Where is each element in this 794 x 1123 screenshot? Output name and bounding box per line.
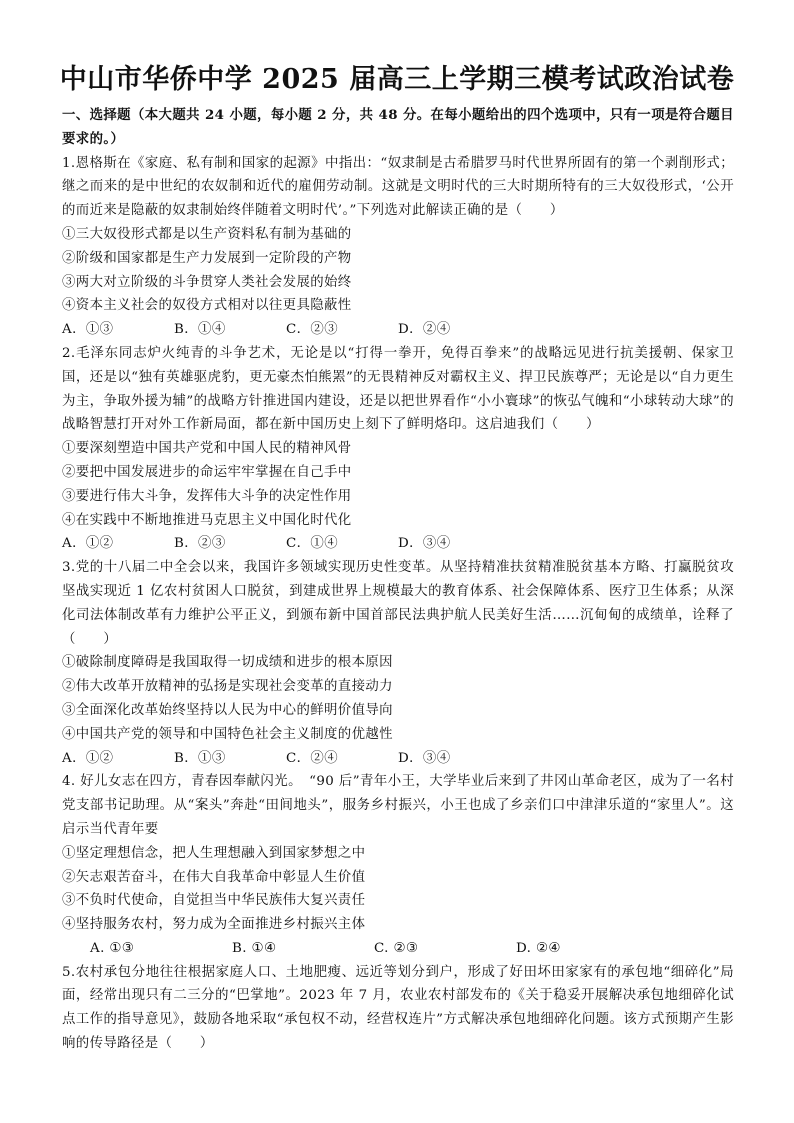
choice-d: D．③④	[398, 750, 451, 766]
answer-choices	[62, 318, 734, 342]
statement-option: ②矢志艰苦奋斗，在伟大自我革命中彰显人生价值	[62, 869, 366, 885]
statement-option: ①三大奴役形式都是以生产资料私有制为基础的	[62, 226, 352, 242]
question-stem: 2.毛泽东同志炉火纯青的斗争艺术，无论是以“打得一拳开，免得百拳来”的战略远见进行抗美援朝、保家卫国，还是以“独有英雄驱虎豹，更无豪杰怕熊罴”的无畏精神反对霸权主义、捍卫民族尊严；无论是以“自力更生为主，争取外援为辅”的战略方针推进国内建设，还是以把世界看作“小小寰球”的恢弘气魄和“小球转动大球”的战略智慧打开对外工作新局面，都在新中国历史上刻下了鲜明烙印。这启迪我们（ ）	[62, 345, 734, 433]
exam-content	[62, 104, 734, 1056]
statement-option: ②要把中国发展进步的命运牢牢掌握在自己手中	[62, 464, 352, 480]
statement-option: ③要进行伟大斗争，发挥伟大斗争的决定性作用	[62, 488, 352, 504]
question-1	[62, 152, 734, 342]
choice-d: D．③④	[398, 536, 451, 552]
answer-choices	[62, 532, 734, 556]
choice-d: D. ②④	[516, 940, 561, 956]
choice-a: A. ①③	[90, 940, 135, 956]
question-5	[62, 961, 734, 1056]
choice-d: D．②④	[398, 322, 451, 338]
statement-option: ①要深刻塑造中国共产党和中国人民的精神风骨	[62, 441, 352, 457]
choice-c: C．①④	[286, 536, 339, 552]
choice-b: B．②③	[174, 536, 226, 552]
statement-option: ④在实践中不断地推进马克思主义中国化时代化	[62, 512, 352, 528]
statement-option: ④资本主义社会的奴役方式相对以往更具隐蔽性	[62, 298, 352, 314]
answer-choices	[62, 747, 734, 771]
choice-a: A．①②	[62, 750, 114, 766]
statement-option: ①坚定理想信念，把人生理想融入到国家梦想之中	[62, 845, 366, 861]
choice-b: B．①③	[174, 750, 226, 766]
statement-option: ②伟大改革开放精神的弘扬是实现社会变革的直接动力	[62, 679, 393, 695]
question-3	[62, 556, 734, 770]
choice-c: C. ②③	[374, 940, 419, 956]
choice-a: A．①③	[62, 322, 114, 338]
choice-b: B．①④	[174, 322, 226, 338]
choice-c: C．②④	[286, 750, 339, 766]
question-4	[62, 770, 734, 960]
question-stem: 5.农村承包分地往往根据家庭人口、土地肥瘦、远近等划分到户，形成了好田坏田家家有的承包地“细碎化”局面，经常出现只有二三分的“巴掌地”。2023 年 7 月，农业农村部发布的《关于稳妥开展解决承包地细碎化试点工作的指导意见》，鼓励各地采取“承包权不动，经营权连片”方式解决承包地细碎化问题。该方式预期产生影响的传导路径是（ ）	[62, 964, 734, 1052]
question-stem: 3.党的十八届二中全会以来，我国许多领域实现历史性变革。从坚持精准扶贫精准脱贫基本方略、打赢脱贫攻坚战实现近 1 亿农村贫困人口脱贫，到建成世界上规模最大的教育体系、社会保障体系、医疗卫生体系；从深化司法体制改革有力维护公平正义，到颁布新中国首部民法典护航人民美好生活……沉甸甸的成绩单，诠释了（ ）	[62, 560, 734, 647]
question-stem: 1.恩格斯在《家庭、私有制和国家的起源》中指出：“奴隶制是古希腊罗马时代世界所固有的第一个剥削形式；继之而来的是中世纪的农奴制和近代的雇佣劳动制。这就是文明时代的三大时期所特有的三大奴役形式，‘公开的而近来是隐蔽的奴隶制始终伴随着文明时代’。”下列选对此解读正确的是（ ）	[62, 155, 734, 219]
choice-a: A．①②	[62, 536, 114, 552]
question-2	[62, 342, 734, 556]
statement-option: ④中国共产党的领导和中国特色社会主义制度的优越性	[62, 726, 393, 742]
section-heading: 一、选择题（本大题共 24 小题，每小题 2 分，共 48 分。在每小题给出的四个选项中，只有一项是符合题目要求的。）	[62, 107, 734, 147]
statement-option: ④坚持服务农村，努力成为全面推进乡村振兴主体	[62, 917, 366, 933]
statement-option: ③两大对立阶级的斗争贯穿人类社会发展的始终	[62, 274, 352, 290]
choice-c: C．②③	[286, 322, 339, 338]
answer-choices	[62, 937, 734, 961]
exam-title: 中山市华侨中学 2025 届高三上学期三模考试政治试卷	[59, 64, 735, 95]
question-stem: 4. 好儿女志在四方，青春因奉献闪光。 “90 后”青年小王，大学毕业后来到了井冈山革命老区，成为了一名村党支部书记助理。从“案头”奔赴“田间地头”，服务乡村振兴，小王也成了乡亲们口中津津乐道的“家里人”。这启示当代青年要	[62, 774, 734, 837]
statement-option: ②阶级和国家都是生产力发展到一定阶段的产物	[62, 250, 352, 266]
statement-option: ③全面深化改革始终坚持以人民为中心的鲜明价值导向	[62, 702, 393, 718]
statement-option: ①破除制度障碍是我国取得一切成绩和进步的根本原因	[62, 655, 393, 671]
statement-option: ③不负时代使命，自觉担当中华民族伟大复兴责任	[62, 893, 366, 909]
choice-b: B. ①④	[232, 940, 277, 956]
